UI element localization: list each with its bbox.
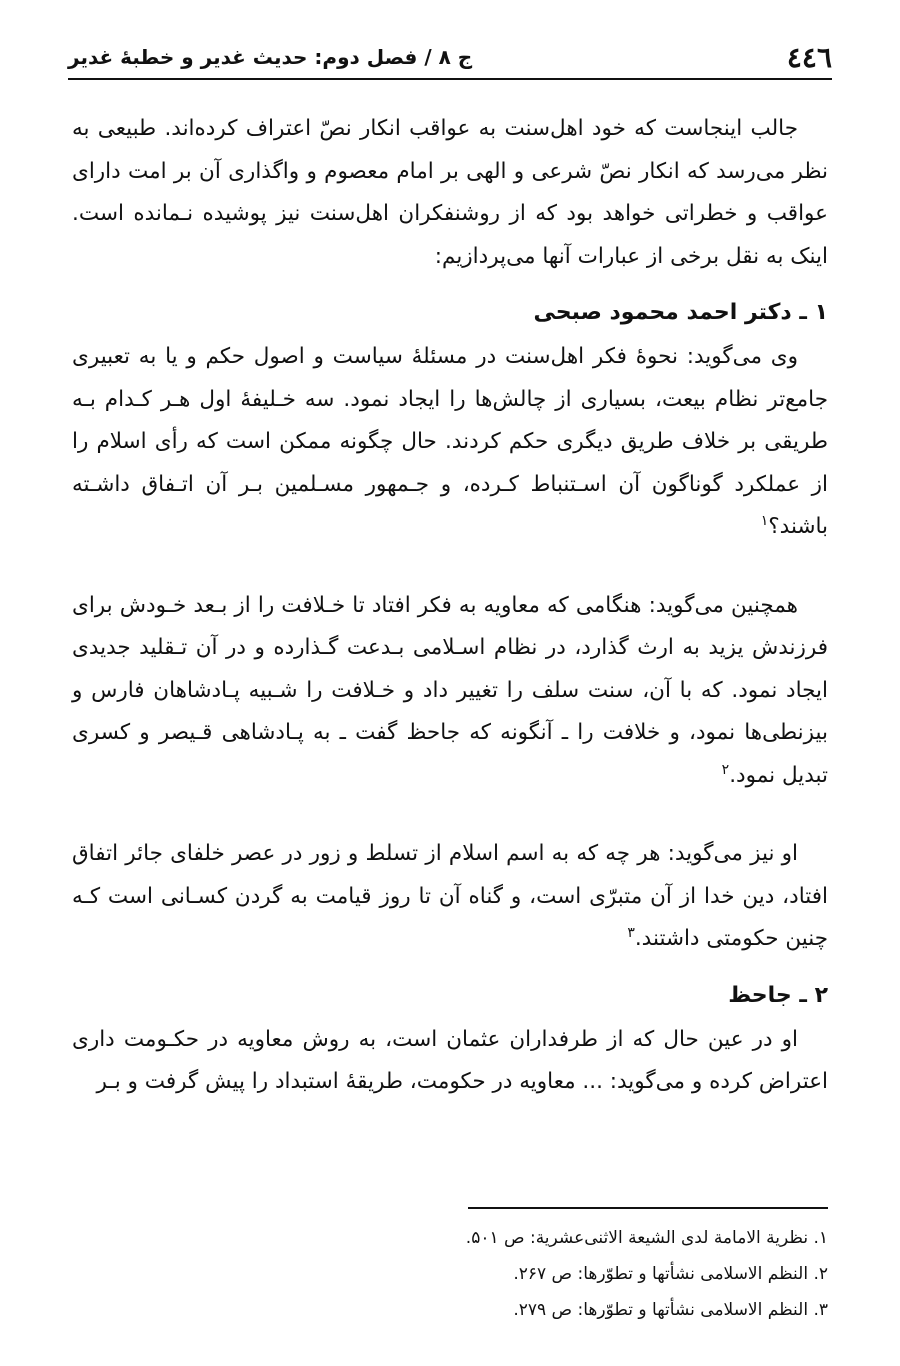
footnote-divider [468,1207,828,1209]
footnote-3: ۳. النظم الاسلامی نشأتها و تطوّرها: ص ۲۷۹. [513,1300,828,1320]
footnotes [72,1220,828,1328]
footnote-ref-3[interactable]: ۳ [627,924,635,941]
paragraph-4 [72,1019,828,1104]
section-heading-1: ۱ ـ دکتر احمد محمود صبحی [533,300,828,325]
paragraph-2-text: همچنین می‌گوید: هنگامی که معاویه به فکر افتاد تا خـلافت را از بـعد خـودش برای فرزندش یزید به ارث گذارد، در نظام اسـلامی بـدعت گـذارده و در آن تـقلید جدیدی ایجاد نمود. که با آن، سنت سلف را تغییر داد و خـلافت را شـبیه پـادشاهان فارس و بیزنطی‌ها نمود، و خلافت را ـ آنگونه که جاحظ گفت ـ به پـادشاهی قـیصر و کسری تبدیل نمود. [72,592,828,788]
section-heading-2: ۲ ـ جاحظ [728,982,828,1008]
footnote-ref-2[interactable]: ۲ [721,761,730,778]
intro-paragraph [72,108,828,278]
page-header [68,36,832,80]
paragraph-1 [72,336,828,549]
page-number: ٤٤٦ [786,40,832,74]
footnote-1: ۱. نظرية الامامة لدى الشيعة الاثنى‌عشرية: ص ۵۰۱. [465,1228,828,1248]
paragraph-3 [72,833,828,961]
running-title: ج ۸ / فصل دوم: حدیث غدیر و خطبهٔ غدیر [68,45,473,69]
paragraph-2 [72,585,828,798]
page-body [72,108,828,1104]
intro-text: جالب اینجاست که خود اهل‌سنت به عواقب انکار نصّ اعتراف کرده‌اند. طبیعی به نظر می‌رسد که انکار نصّ شرعی و الهی بر امام معصوم و واگذاری آن بر امت دارای عواقب و خطراتی خواهد بود که از روشنفکران اهل‌سنت نیز پوشیده نـمانده است. اینک به نقل برخی از عبارات آنها می‌پردازیم: [72,116,828,269]
paragraph-4-text: او در عین حال که از طرفداران عثمان است، به روش معاویه در حکـومت داری اعتراض کرده و می‌گوید: ... معاویه در حکومت، طریقهٔ استبداد را پیش گرفت و بـر [72,1026,828,1094]
footnote-ref-1[interactable]: ۱ [760,512,769,529]
paragraph-3-text: او نیز می‌گوید: هر چه که به اسم اسلام از تسلط و زور در عصر خلفای جائر اتفاق افتاد، دین خدا از آن متبرّی است، و گناه آن تا روز قیامت به گردن کسـانی است کـه چنین حکومتی داشتند. [72,841,828,951]
paragraph-1-text: وی می‌گوید: نحوهٔ فکر اهل‌سنت در مسئلهٔ سیاست و اصول حکم و یا به تعبیری جامع‌تر نظام بیعت، بسیاری از چالش‌ها را ایجاد نمود. سه خـلیفهٔ اول هـر کـدام بـه طریقی بر خلاف طریق دیگری حکم کردند. حال چگونه ممکن است که رأی اسلام را از عملکرد گوناگون آن اسـتنباط کـرده، و جـمهور مسـلمین بـر آن اتـفاق داشـته باشند؟ [72,344,828,539]
footnote-2: ۲. النظم الاسلامی نشأتها و تطوّرها: ص ۲۶۷. [513,1264,828,1284]
